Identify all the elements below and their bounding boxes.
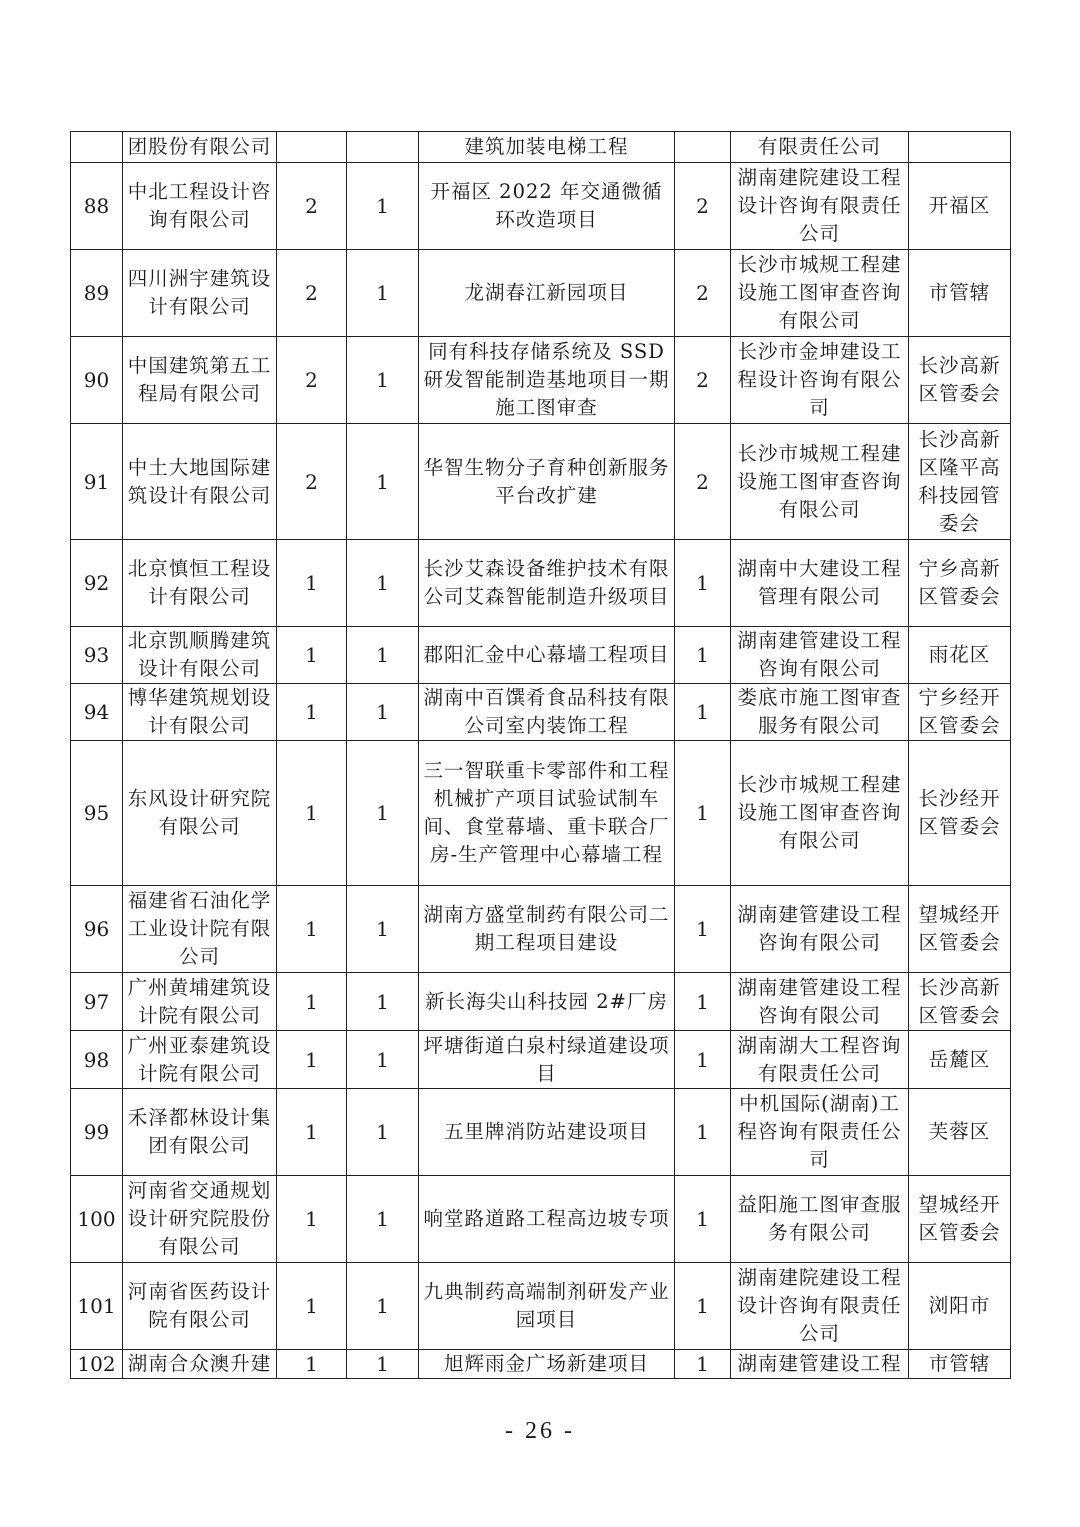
cell-no: 88 [71,163,123,250]
table-row [71,886,1011,973]
cell-c: 2 [675,163,731,250]
cell-no: 93 [71,627,123,684]
cell-project: 湖南中百馔肴食品科技有限公司室内装饰工程 [419,684,675,741]
cell-c [675,132,731,163]
cell-a: 2 [277,424,347,540]
cell-a: 2 [277,163,347,250]
cell-review: 中机国际(湖南)工程咨询有限责任公司 [731,1089,909,1176]
table-row [71,540,1011,627]
cell-no: 101 [71,1263,123,1350]
page-number: - 26 - [505,1418,575,1444]
cell-c: 1 [675,1263,731,1350]
cell-a: 1 [277,627,347,684]
cell-project: 旭辉雨金广场新建项目 [419,1350,675,1379]
cell-area: 芙蓉区 [909,1089,1011,1176]
cell-c: 1 [675,973,731,1031]
cell-b: 1 [347,540,419,627]
cell-a: 1 [277,1263,347,1350]
cell-a: 1 [277,684,347,741]
cell-no: 92 [71,540,123,627]
cell-review: 湖南建管建设工程咨询有限公司 [731,627,909,684]
table-row [71,627,1011,684]
cell-area: 浏阳市 [909,1263,1011,1350]
cell-review: 益阳施工图审查服务有限公司 [731,1176,909,1263]
cell-project: 三一智联重卡零部件和工程机械扩产项目试验试制车间、食堂幕墙、重卡联合厂房-生产管理中心幕墙工程 [419,741,675,886]
cell-no: 100 [71,1176,123,1263]
table-row [71,684,1011,741]
cell-review: 湖南中大建设工程管理有限公司 [731,540,909,627]
cell-b: 1 [347,250,419,337]
cell-c: 1 [675,886,731,973]
cell-unit: 中国建筑第五工程局有限公司 [123,337,277,424]
cell-unit: 河南省医药设计院有限公司 [123,1263,277,1350]
table-row [71,132,1011,163]
cell-no: 96 [71,886,123,973]
cell-b: 1 [347,741,419,886]
cell-area: 长沙高新区隆平高科技园管委会 [909,424,1011,540]
table-row [71,163,1011,250]
cell-unit: 湖南合众澳升建 [123,1350,277,1379]
cell-b: 1 [347,163,419,250]
cell-unit: 福建省石油化学工业设计院有限公司 [123,886,277,973]
cell-c: 1 [675,1031,731,1089]
cell-unit: 河南省交通规划设计研究院股份有限公司 [123,1176,277,1263]
cell-project: 长沙艾森设备维护技术有限公司艾森智能制造升级项目 [419,540,675,627]
cell-unit: 中土大地国际建筑设计有限公司 [123,424,277,540]
cell-c: 1 [675,1176,731,1263]
cell-c: 1 [675,540,731,627]
cell-b: 1 [347,424,419,540]
cell-unit: 四川洲宇建筑设计有限公司 [123,250,277,337]
cell-project: 同有科技存储系统及 SSD 研发智能制造基地项目一期施工图审查 [419,337,675,424]
cell-area: 长沙高新区管委会 [909,973,1011,1031]
cell-unit: 广州亚泰建筑设计院有限公司 [123,1031,277,1089]
cell-unit: 团股份有限公司 [123,132,277,163]
cell-c: 1 [675,627,731,684]
cell-area: 市管辖 [909,1350,1011,1379]
cell-a: 2 [277,250,347,337]
table-row [71,1031,1011,1089]
cell-area: 开福区 [909,163,1011,250]
cell-c: 1 [675,1350,731,1379]
table-row [71,1350,1011,1379]
table-row [71,1263,1011,1350]
cell-review: 娄底市施工图审查服务有限公司 [731,684,909,741]
cell-project: 开福区 2022 年交通微循环改造项目 [419,163,675,250]
cell-area: 宁乡经开区管委会 [909,684,1011,741]
table-row [71,1176,1011,1263]
cell-project: 响堂路道路工程高边坡专项 [419,1176,675,1263]
cell-review: 湖南建院建设工程设计咨询有限责任公司 [731,1263,909,1350]
cell-unit: 北京慎恒工程设计有限公司 [123,540,277,627]
cell-no: 91 [71,424,123,540]
cell-c: 1 [675,741,731,886]
cell-project: 华智生物分子育种创新服务平台改扩建 [419,424,675,540]
cell-project: 九典制药高端制剂研发产业园项目 [419,1263,675,1350]
cell-review: 长沙市城规工程建设施工图审查咨询有限公司 [731,741,909,886]
cell-area: 长沙经开区管委会 [909,741,1011,886]
cell-b: 1 [347,684,419,741]
cell-review: 长沙市金坤建设工程设计咨询有限公司 [731,337,909,424]
cell-project: 建筑加装电梯工程 [419,132,675,163]
cell-review: 长沙市城规工程建设施工图审查咨询有限公司 [731,424,909,540]
cell-b [347,132,419,163]
cell-area: 长沙高新区管委会 [909,337,1011,424]
cell-b: 1 [347,973,419,1031]
cell-a: 1 [277,1031,347,1089]
cell-c: 2 [675,250,731,337]
cell-a: 1 [277,1350,347,1379]
cell-review: 湖南建管建设工程咨询有限公司 [731,973,909,1031]
cell-b: 1 [347,886,419,973]
cell-b: 1 [347,1350,419,1379]
cell-review: 湖南湖大工程咨询有限责任公司 [731,1031,909,1089]
cell-a: 1 [277,741,347,886]
cell-a: 2 [277,337,347,424]
cell-b: 1 [347,1176,419,1263]
cell-no: 95 [71,741,123,886]
cell-project: 湖南方盛堂制药有限公司二期工程项目建设 [419,886,675,973]
cell-c: 2 [675,337,731,424]
cell-unit: 东风设计研究院有限公司 [123,741,277,886]
cell-no [71,132,123,163]
cell-no: 98 [71,1031,123,1089]
cell-project: 坪塘街道白泉村绿道建设项目 [419,1031,675,1089]
cell-area: 市管辖 [909,250,1011,337]
cell-unit: 广州黄埔建筑设计院有限公司 [123,973,277,1031]
cell-c: 1 [675,1089,731,1176]
data-table [70,131,1011,1379]
cell-no: 94 [71,684,123,741]
cell-no: 97 [71,973,123,1031]
cell-a: 1 [277,540,347,627]
cell-a [277,132,347,163]
cell-c: 2 [675,424,731,540]
table-row [71,741,1011,886]
cell-review: 有限责任公司 [731,132,909,163]
cell-area: 雨花区 [909,627,1011,684]
cell-b: 1 [347,337,419,424]
cell-project: 郡阳汇金中心幕墙工程项目 [419,627,675,684]
table-row [71,424,1011,540]
table-row [71,1089,1011,1176]
cell-review: 湖南建管建设工程咨询有限公司 [731,886,909,973]
cell-project: 新长海尖山科技园 2#厂房 [419,973,675,1031]
cell-a: 1 [277,1176,347,1263]
cell-area: 宁乡高新区管委会 [909,540,1011,627]
cell-a: 1 [277,1089,347,1176]
cell-b: 1 [347,1089,419,1176]
cell-area: 望城经开区管委会 [909,886,1011,973]
cell-no: 89 [71,250,123,337]
cell-review: 湖南建管建设工程 [731,1350,909,1379]
table-row [71,973,1011,1031]
cell-review: 长沙市城规工程建设施工图审查咨询有限公司 [731,250,909,337]
cell-no: 90 [71,337,123,424]
cell-unit: 博华建筑规划设计有限公司 [123,684,277,741]
cell-unit: 北京凯顺腾建筑设计有限公司 [123,627,277,684]
cell-b: 1 [347,627,419,684]
cell-project: 龙湖春江新园项目 [419,250,675,337]
cell-b: 1 [347,1031,419,1089]
cell-area: 望城经开区管委会 [909,1176,1011,1263]
table-row [71,337,1011,424]
cell-review: 湖南建院建设工程设计咨询有限责任公司 [731,163,909,250]
cell-area: 岳麓区 [909,1031,1011,1089]
cell-unit: 中北工程设计咨询有限公司 [123,163,277,250]
cell-area [909,132,1011,163]
cell-no: 102 [71,1350,123,1379]
table-row [71,250,1011,337]
cell-a: 1 [277,973,347,1031]
cell-c: 1 [675,684,731,741]
cell-b: 1 [347,1263,419,1350]
cell-no: 99 [71,1089,123,1176]
cell-a: 1 [277,886,347,973]
cell-unit: 禾泽都林设计集团有限公司 [123,1089,277,1176]
cell-project: 五里牌消防站建设项目 [419,1089,675,1176]
